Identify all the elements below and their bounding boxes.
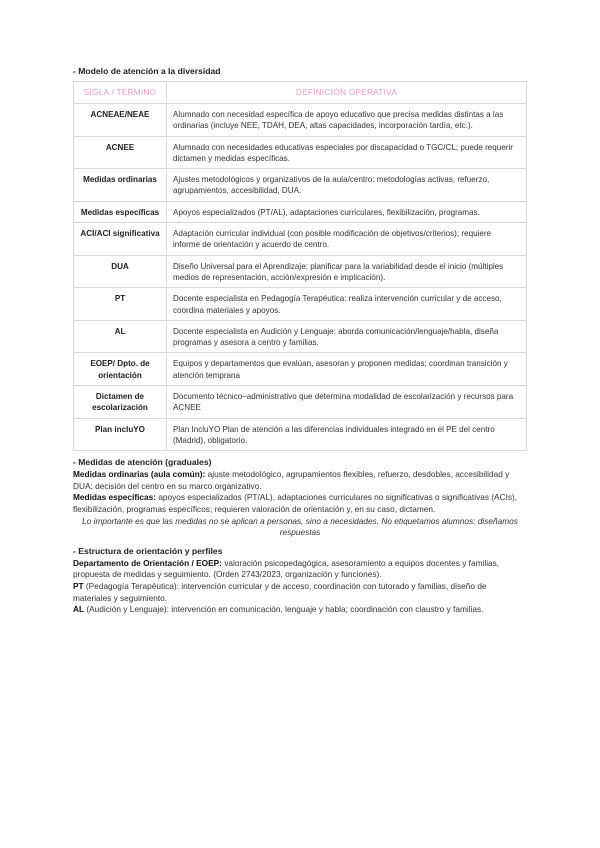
table-row [74, 223, 527, 256]
paragraph-al [73, 604, 527, 616]
paragraph-specific-measures [73, 492, 527, 515]
definition-cell: Docente especialista en Pedagogía Terapéutica: realiza intervención curricular y de acceso, coordina materiales y apoyos. [167, 288, 527, 321]
term-cell: ACI/ACI significativa [74, 223, 167, 256]
table-row [74, 104, 527, 137]
table-header-row [74, 82, 527, 104]
text-orientation-dept: valoración psicopedagógica, asesoramiento a equipos docentes y familias, propuesta de medidas y seguimiento. (Orden 2743/2023, organización y funciones). [73, 557, 500, 580]
section-guidance-structure [73, 546, 527, 616]
definition-cell: Plan IncluYO Plan de atención a las diferencias individuales integrado en el PE del centro (Madrid), obligatorio. [167, 418, 527, 451]
paragraph-orientation-dept [73, 558, 527, 581]
highlight-quote: Lo importante es que las medidas no se aplican a personas, sino a necesidades. No etiquetamos alumnos: diseñamos respuestas [82, 515, 518, 538]
paragraph-pt [73, 581, 527, 604]
document-page [73, 66, 527, 616]
header-term: SIGLA / TÉRMINO [74, 82, 167, 104]
definition-cell: Ajustes metodológicos y organizativos de la aula/centro: metodologías activas, refuerzo, agrupamientos, accesibilidad, DUA. [167, 169, 527, 202]
table-row [74, 201, 527, 222]
table-row [74, 255, 527, 288]
label-ordinary-measures: Medidas ordinarias (aula común): [73, 469, 206, 480]
term-cell: EOEP/ Dpto. de orientación [74, 353, 167, 386]
section-title-diversity-model: - Modelo de atención a la diversidad [73, 66, 221, 76]
table-row [74, 353, 527, 386]
text-pt: (Pedagogía Terapéutica): intervención curricular y de acceso, coordinación con tutorado y familias, diseño de materiales y seguimiento. [73, 580, 487, 603]
term-cell: PT [74, 288, 167, 321]
table-row [74, 320, 527, 353]
label-specific-measures: Medidas específicas: [73, 492, 157, 503]
text-al: (Audición y Lenguaje): intervención en comunicación, lenguaje y habla; coordinación con claustro y familias. [84, 604, 484, 615]
term-cell: Medidas ordinarias [74, 169, 167, 202]
term-cell: DUA [74, 255, 167, 288]
paragraph-ordinary-measures [73, 469, 527, 492]
table-row [74, 386, 527, 419]
section-title-guidance: - Estructura de orientación y perfiles [73, 545, 223, 556]
label-al: AL [73, 604, 85, 615]
section-measures [73, 457, 527, 539]
text-specific-measures: apoyos especializados (PT/AL), adaptaciones curriculares no significativas o significativas (ACIs), flexibilización, programas específicos; requieren valoración de orientación y, en su caso, dictamen. [73, 492, 518, 515]
definition-cell: Alumnado con necesidades educativas especiales por discapacidad o TGC/CL; puede requerir dictamen y medidas específicas. [167, 136, 527, 169]
definition-cell: Alumnado con necesidad específica de apoyo educativo que precisa medidas distintas a las ordinarias (incluye NEE, TDAH, DEA, altas capacidades, incorporación tardía, etc.). [167, 104, 527, 137]
term-cell: AL [74, 320, 167, 353]
text-ordinary-measures: ajuste metodológico, agrupamientos flexibles, refuerzo, desdobles, accesibilidad y DUA; decisión del centro en su marco organizativo. [73, 469, 510, 491]
term-cell: Medidas específicas [74, 201, 167, 222]
section-title-measures: - Medidas de atención (graduales) [73, 457, 212, 468]
term-cell: ACNEAE/NEAE [74, 104, 167, 137]
term-cell: Dictamen de escolarización [74, 386, 167, 419]
term-cell: ACNEE [74, 136, 167, 169]
table-row [74, 418, 527, 451]
definition-cell: Diseño Universal para el Aprendizaje: planificar para la variabilidad desde el inicio (múltiples medios de representación, acción/expresión e implicación). [167, 255, 527, 288]
header-definition: DEFINICIÓN OPERATIVA [167, 82, 527, 104]
label-orientation-dept: Departamento de Orientación / EOEP: [73, 557, 222, 568]
definition-cell: Equipos y departamentos que evalúan, asesoran y proponen medidas; coordinan transición y atención temprana [167, 353, 527, 386]
definition-cell: Docente especialista en Audición y Lenguaje: aborda comunicación/lenguaje/habla, diseña programas y asesora a centro y familias. [167, 320, 527, 353]
table-row [74, 169, 527, 202]
definition-cell: Apoyos especializados (PT/AL), adaptaciones curriculares, flexibilización, programas. [167, 201, 527, 222]
table-row [74, 288, 527, 321]
definitions-table [73, 81, 527, 451]
table-row [74, 136, 527, 169]
label-pt: PT [73, 580, 84, 591]
term-cell: Plan incluYO [74, 418, 167, 451]
definition-cell: Adaptación curricular individual (con posible modificación de objetivos/criterios); requiere informe de orientación y acuerdo de centro. [167, 223, 527, 256]
definition-cell: Documento técnico–administrativo que determina modalidad de escolarización y recursos para ACNEE [167, 386, 527, 419]
